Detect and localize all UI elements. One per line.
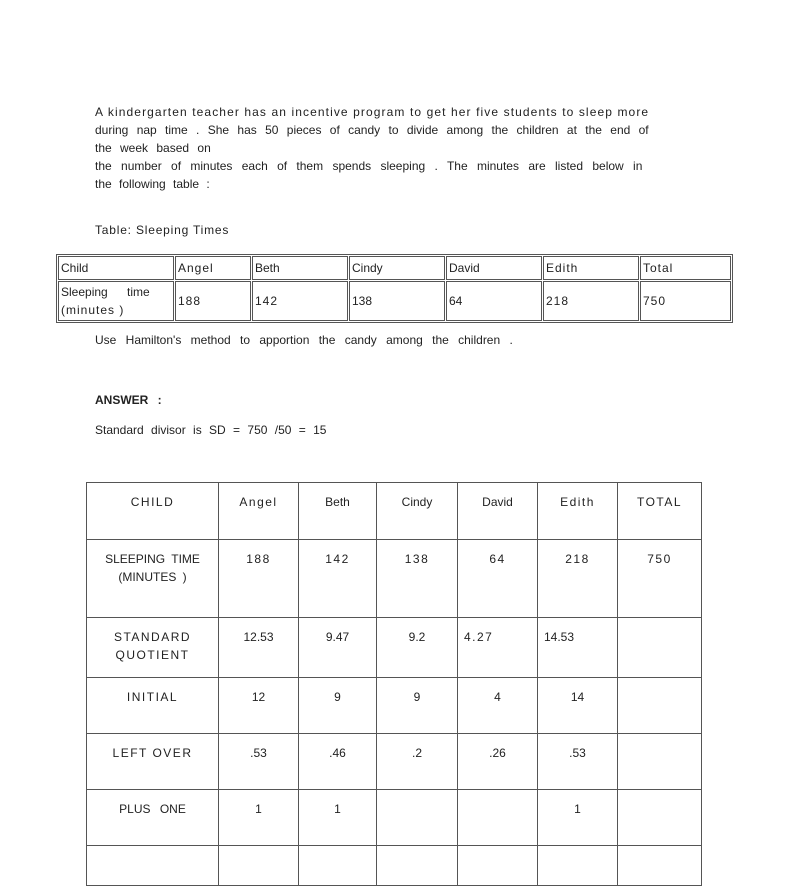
cell-david: .26 <box>458 734 538 790</box>
cell-angel: 12 <box>219 678 299 734</box>
header-cell-cindy: Cindy <box>349 256 445 280</box>
empty-cell <box>377 846 458 886</box>
cell-angel: 12.53 <box>219 618 299 678</box>
header-cell-child: CHILD <box>87 483 219 540</box>
instruction-text: Use Hamilton's method to apportion the candy among the children . <box>95 333 513 347</box>
header-cell-total: Total <box>640 256 731 280</box>
problem-statement <box>95 103 695 193</box>
table-row <box>87 678 702 734</box>
hamilton-apportionment-table <box>86 482 702 886</box>
header-cell-beth: Beth <box>299 483 377 540</box>
cell-beth: 9 <box>299 678 377 734</box>
table-row <box>87 618 702 678</box>
cell-cindy: .2 <box>377 734 458 790</box>
cell-angel: 188 <box>219 540 299 618</box>
table-header-row <box>87 483 702 540</box>
header-cell-edith: Edith <box>538 483 618 540</box>
empty-cell <box>87 846 219 886</box>
table-row <box>87 540 702 618</box>
header-cell-david: David <box>446 256 542 280</box>
cell-total <box>618 734 702 790</box>
value-cell-edith: 218 <box>543 281 639 321</box>
cell-david: 4 <box>458 678 538 734</box>
empty-cell <box>618 846 702 886</box>
answer-heading: ANSWER : <box>95 393 162 407</box>
header-cell-david: David <box>458 483 538 540</box>
table-row <box>87 846 702 886</box>
value-cell-beth: 142 <box>252 281 348 321</box>
cell-david: 64 <box>458 540 538 618</box>
cell-edith: 14.53 <box>538 618 618 678</box>
intro-line-1: A kindergarten teacher has an incentive program to get her five students to sleep more <box>95 105 650 119</box>
table-row <box>58 281 731 321</box>
standard-divisor-text: Standard divisor is SD = 750 /50 = 15 <box>95 423 327 437</box>
table-caption: Table: Sleeping Times <box>95 223 230 237</box>
value-cell-cindy: 138 <box>349 281 445 321</box>
value-cell-total: 750 <box>640 281 731 321</box>
header-cell-angel: Angel <box>219 483 299 540</box>
header-cell-total: TOTAL <box>618 483 702 540</box>
row-label-cell <box>58 281 174 321</box>
cell-cindy <box>377 790 458 846</box>
cell-angel: 1 <box>219 790 299 846</box>
intro-line-4: the number of minutes each of them spends sleeping . The minutes are listed below in <box>95 159 643 173</box>
cell-beth: 142 <box>299 540 377 618</box>
row-label-line-2: (minutes ) <box>61 303 125 317</box>
cell-david: 4.27 <box>458 618 538 678</box>
header-cell-child: Child <box>58 256 174 280</box>
row-label-standard-quotient: STANDARD QUOTIENT <box>87 618 219 678</box>
cell-beth: 1 <box>299 790 377 846</box>
header-cell-edith: Edith <box>543 256 639 280</box>
cell-beth: .46 <box>299 734 377 790</box>
sleeping-times-table <box>56 254 733 323</box>
cell-edith: 14 <box>538 678 618 734</box>
row-label-plus-one: PLUS ONE <box>87 790 219 846</box>
header-cell-angel: Angel <box>175 256 251 280</box>
cell-cindy: 9 <box>377 678 458 734</box>
empty-cell <box>538 846 618 886</box>
cell-beth: 9.47 <box>299 618 377 678</box>
cell-cindy: 9.2 <box>377 618 458 678</box>
table-row <box>87 734 702 790</box>
cell-cindy: 138 <box>377 540 458 618</box>
empty-cell <box>219 846 299 886</box>
intro-line-2: during nap time . She has 50 pieces of candy to divide among the children at the end of <box>95 123 649 137</box>
cell-total <box>618 790 702 846</box>
cell-edith: .53 <box>538 734 618 790</box>
intro-line-3: the week based on <box>95 141 211 155</box>
table-header-row <box>58 256 731 280</box>
cell-total <box>618 678 702 734</box>
cell-angel: .53 <box>219 734 299 790</box>
cell-david <box>458 790 538 846</box>
empty-cell <box>299 846 377 886</box>
cell-total: 750 <box>618 540 702 618</box>
intro-line-5: the following table : <box>95 177 210 191</box>
row-label-initial: INITIAL <box>87 678 219 734</box>
header-cell-beth: Beth <box>252 256 348 280</box>
cell-edith: 1 <box>538 790 618 846</box>
empty-cell <box>458 846 538 886</box>
table-row <box>87 790 702 846</box>
cell-total <box>618 618 702 678</box>
row-label-left-over: LEFT OVER <box>87 734 219 790</box>
row-label-line-1: Sleeping time <box>61 285 150 299</box>
cell-edith: 218 <box>538 540 618 618</box>
header-cell-cindy: Cindy <box>377 483 458 540</box>
value-cell-angel: 188 <box>175 281 251 321</box>
value-cell-david: 64 <box>446 281 542 321</box>
row-label-sleeping-time: SLEEPING TIME (MINUTES ) <box>87 540 219 618</box>
